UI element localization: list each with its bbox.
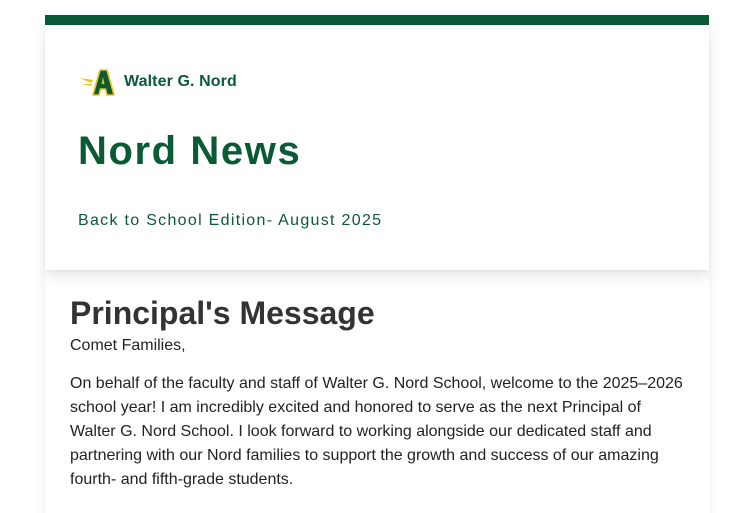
message-paragraph: On behalf of the faculty and staff of Walter G. Nord School, welcome to the 2025–2026 school year! I am incredibly excited and honored to serve as the next Principal of Walter G. Nord School. I look forward to working alongside our dedicated staff and partnering with our Nord families to support the growth and success of our amazing fourth- and fifth-grade students. [70, 375, 683, 488]
comet-a-logo-icon [79, 67, 117, 97]
section-heading: Principal's Message [70, 295, 375, 331]
newsletter-title: Nord News [78, 129, 302, 173]
greeting-text: Comet Families, [70, 337, 186, 354]
school-brand [79, 67, 237, 97]
newsletter-header [45, 25, 709, 270]
edition-subtitle: Back to School Edition- August 2025 [78, 212, 383, 229]
principal-message-section [45, 270, 709, 513]
top-accent-bar [45, 15, 709, 25]
school-name: Walter G. Nord [124, 73, 237, 90]
